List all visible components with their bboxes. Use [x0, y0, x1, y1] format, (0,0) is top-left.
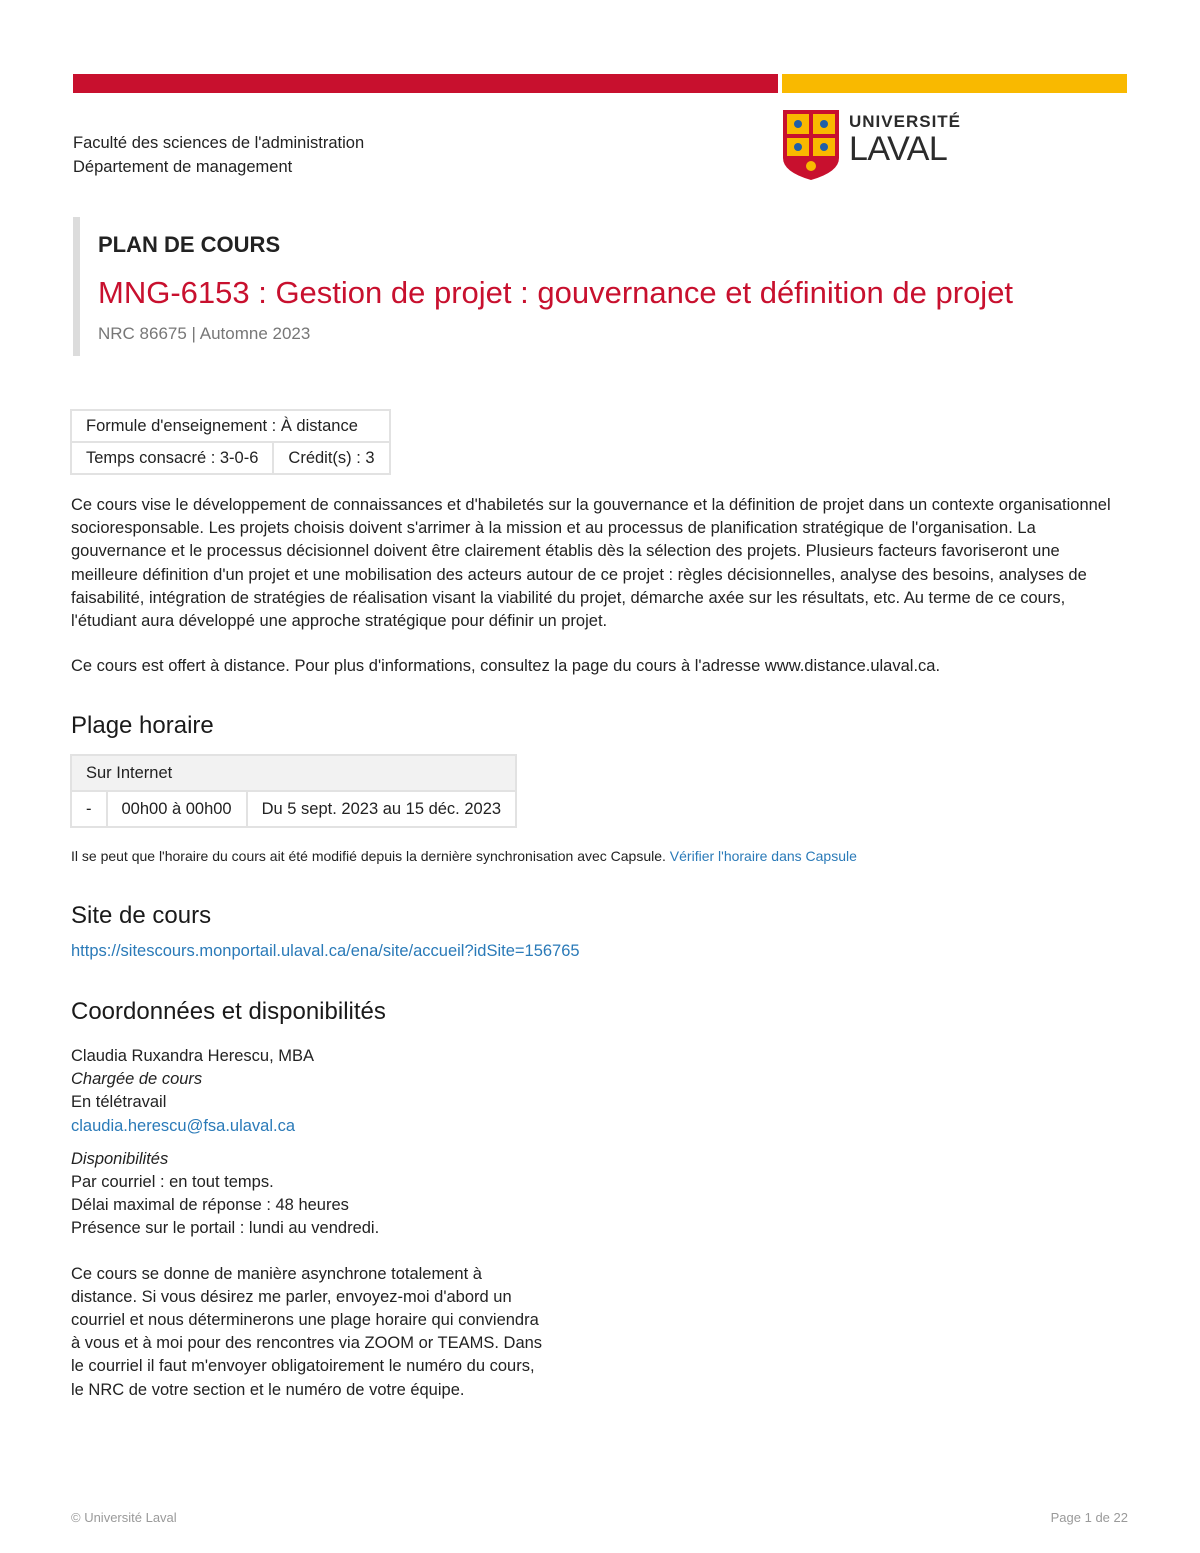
schedule-time: 00h00 à 00h00: [107, 791, 247, 827]
schedule-mode: Sur Internet: [71, 755, 516, 791]
course-description: [71, 494, 1131, 700]
schedule-heading: Plage horaire: [71, 712, 214, 739]
schedule-day: -: [71, 791, 107, 827]
instructor-role: Chargée de cours: [71, 1070, 203, 1089]
availability-email: Par courriel : en tout temps.: [71, 1173, 274, 1192]
faculty-block: [73, 131, 364, 179]
footer-copyright: © Université Laval: [71, 1510, 177, 1525]
contact-note: Ce cours se donne de manière asynchrone totalement à distance. Si vous désirez me parler, envoyez-moi d'abord un courriel et nous déterminerons une plage horaire qui conviendra à vous et à moi pour des rencontres via ZOOM or TEAMS. Dans le courriel il faut m'envoyer obligatoirement le numéro du cours, le NRC de votre section et le numéro de votre équipe.: [71, 1264, 543, 1399]
description-paragraph: Ce cours vise le développement de connaissances et d'habiletés sur la gouvernance et la définition de projet dans un contexte organisationnel socioresponsable. Les projets choisis doivent s'arrimer à la mission et au processus de planification stratégique de l'organisation. La gouvernance et le processus décisionnel doivent être clairement établis dès la sélection des projets. Plusieurs facteurs favoriseront une meilleure définition d'un projet et une mobilisation des acteurs autour de ce projet : règles décisionnelles, analyse des besoins, analyses de faisabilité, intégration de stratégies de réalisation visant la viabilité du projet, démarche axée sur les résultats, etc. Au terme de ce cours, l'étudiant aura développé une approche stratégique pour définir un projet.: [71, 496, 1111, 631]
logo-wordmark: [849, 112, 961, 166]
schedule-dates: Du 5 sept. 2023 au 15 déc. 2023: [247, 791, 516, 827]
availability-portal: Présence sur le portail : lundi au vendredi.: [71, 1219, 380, 1238]
instructor-email-link[interactable]: claudia.herescu@fsa.ulaval.ca: [71, 1116, 296, 1135]
schedule-note: [71, 848, 857, 864]
plan-header: [73, 217, 1138, 356]
course-site-link[interactable]: https://sitescours.monportail.ulaval.ca/ena/site/accueil?idSite=156765: [71, 942, 580, 960]
availability-delay: Délai maximal de réponse : 48 heures: [71, 1196, 349, 1215]
course-nrc: NRC 86675 | Automne 2023: [98, 324, 311, 343]
distance-paragraph: Ce cours est offert à distance. Pour plus d'informations, consultez la page du cours à l'adresse www.distance.ulaval.ca.: [71, 657, 941, 676]
faculty-name: Faculté des sciences de l'administration: [73, 134, 365, 152]
header-yellow-bar: [782, 74, 1127, 93]
university-logo: [781, 108, 971, 182]
course-info-table: [70, 409, 391, 475]
course-title: MNG-6153 : Gestion de projet : gouvernance et définition de projet: [98, 275, 1014, 310]
site-heading: Site de cours: [71, 902, 212, 929]
instructor-location: En télétravail: [71, 1093, 167, 1112]
crest-icon: [781, 108, 841, 182]
instructor-name: Claudia Ruxandra Herescu, MBA: [71, 1047, 315, 1065]
schedule-note-text: Il se peut que l'horaire du cours ait été modifié depuis la dernière synchronisation avec Capsule.: [71, 848, 666, 864]
contact-heading: Coordonnées et disponibilités: [71, 998, 386, 1025]
availability-label: Disponibilités: [71, 1149, 169, 1168]
credits-cell: Crédit(s) : 3: [273, 442, 389, 474]
temps-cell: Temps consacré : 3-0-6: [71, 442, 273, 474]
capsule-link[interactable]: Vérifier l'horaire dans Capsule: [669, 848, 857, 864]
logo-top-text: UNIVERSITÉ: [849, 112, 962, 131]
header-red-bar: [73, 74, 778, 93]
footer-page-number: Page 1 de 22: [1050, 1510, 1128, 1525]
plan-label: PLAN DE COURS: [98, 232, 281, 257]
contact-block: [71, 1045, 551, 1402]
department-name: Département de management: [73, 158, 293, 176]
logo-bottom-text: LAVAL: [849, 130, 948, 168]
schedule-table: [70, 754, 517, 828]
formule-cell: Formule d'enseignement : À distance: [71, 410, 390, 442]
